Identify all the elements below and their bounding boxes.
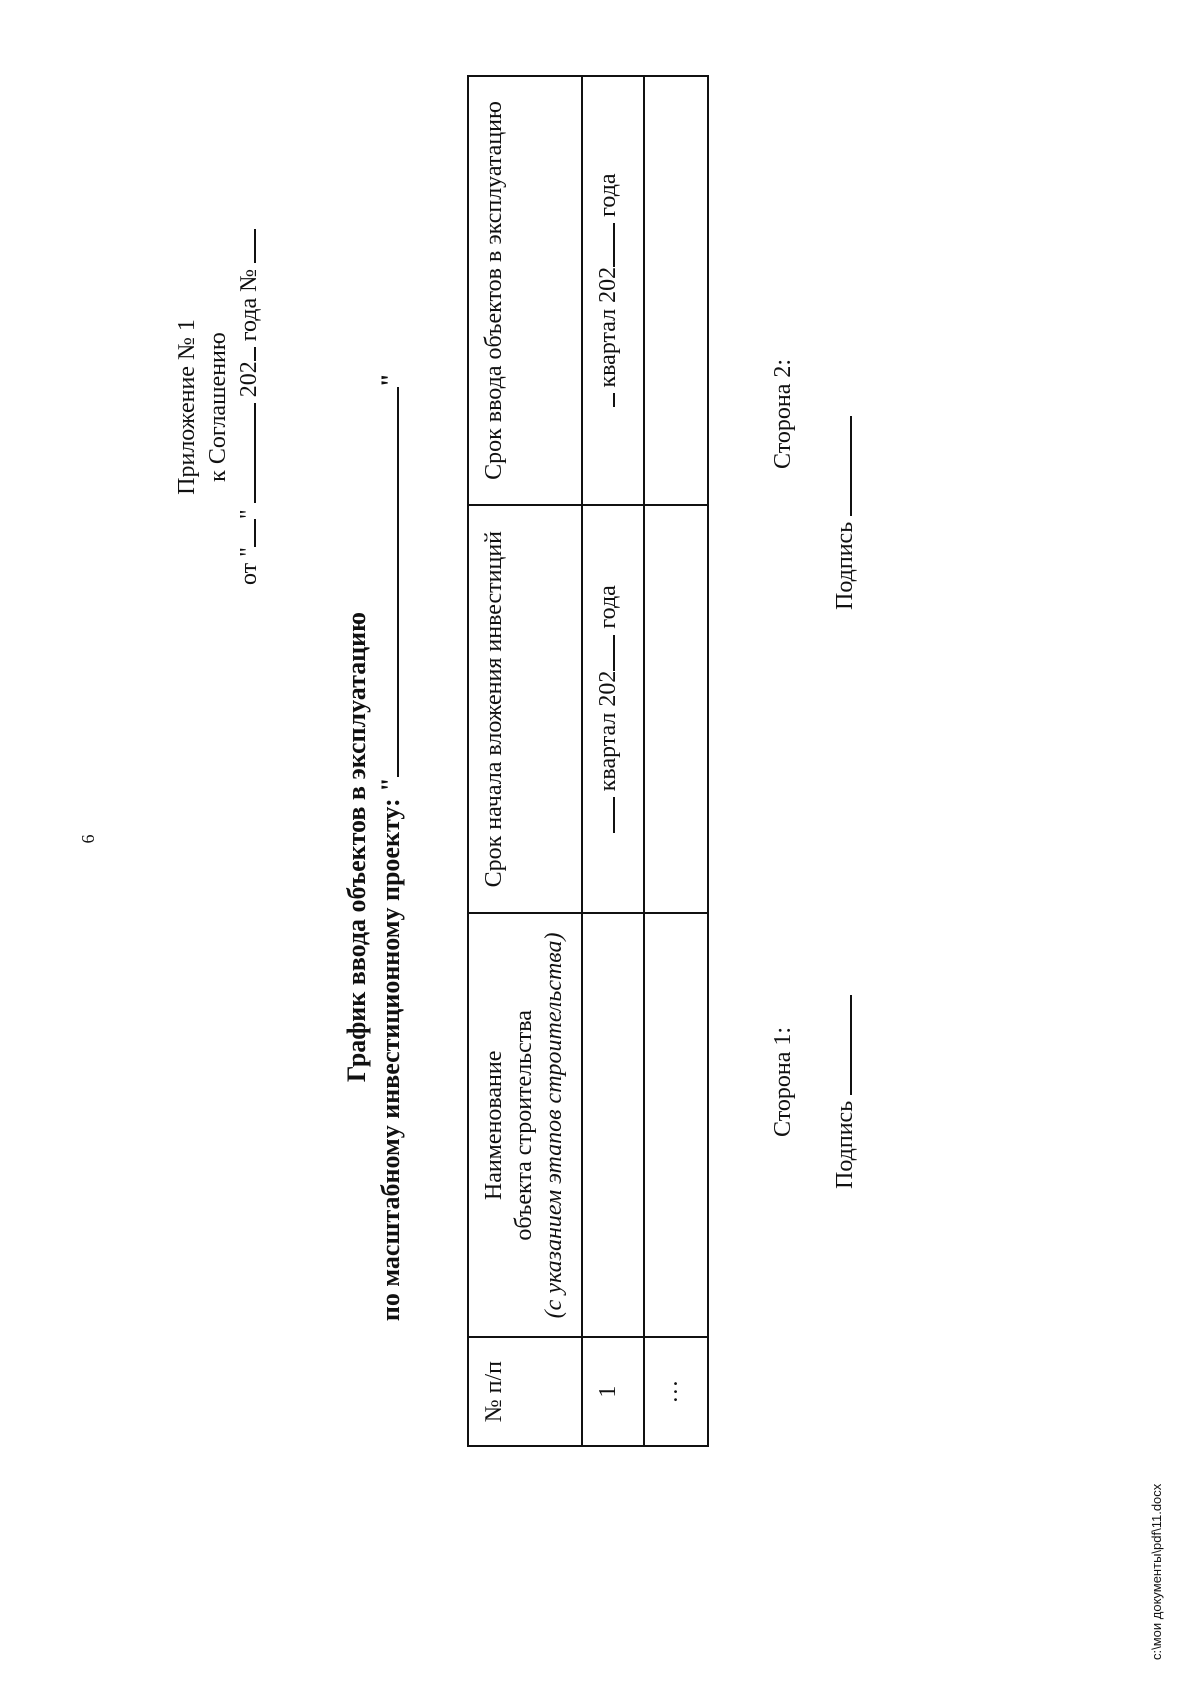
- end-quarter-blank: [593, 394, 615, 408]
- end-quarter-text: квартал 202: [595, 266, 621, 388]
- row-1-end: [582, 76, 644, 505]
- date-quote: ": [236, 509, 262, 520]
- header-num: № п/п: [468, 1337, 582, 1446]
- header-name: [468, 913, 582, 1337]
- end-year-blank: [593, 223, 615, 267]
- row-2-start: [644, 505, 708, 914]
- header-name-line-2: объекта строительства: [511, 1010, 537, 1241]
- table-row: [582, 76, 644, 1446]
- month-blank: [234, 403, 256, 503]
- party-1-signature-blank: [830, 995, 852, 1095]
- table-row: [644, 76, 708, 1446]
- header-name-line-1: Наименование: [481, 1050, 507, 1201]
- party-1-signature: [830, 995, 859, 1189]
- year-blank: [234, 347, 256, 361]
- row-1-start: [582, 505, 644, 914]
- page-number: 6: [78, 834, 98, 844]
- appendix-line-1: Приложение № 1: [174, 319, 200, 495]
- document-title: [340, 297, 408, 1397]
- date-prefix: от ": [236, 547, 262, 586]
- appendix-date-line: [234, 207, 265, 607]
- row-2-num: …: [644, 1337, 708, 1446]
- schedule-table: [467, 75, 709, 1447]
- end-year-text: года: [595, 173, 621, 217]
- start-year-blank: [593, 635, 615, 671]
- title-line-2-text: по масштабному инвестиционному проекту: ": [376, 777, 405, 1322]
- title-line-2: [374, 297, 408, 1397]
- project-name-blank: [377, 387, 399, 777]
- party-1-label: Сторона 1:: [770, 1026, 796, 1137]
- header-name-line-3: (с указанием этапов строительства): [541, 932, 567, 1319]
- appendix-header: [172, 207, 265, 607]
- day-blank: [234, 519, 256, 547]
- table-header-row: [468, 76, 582, 1446]
- title-line-1: График ввода объектов в эксплуатацию: [342, 611, 371, 1083]
- row-2-end: [644, 76, 708, 505]
- row-1-name: [582, 913, 644, 1337]
- appendix-line-2: к Соглашению: [205, 332, 231, 482]
- start-quarter-blank: [593, 797, 615, 833]
- footer-file-path: c:\мои документы\pdf\11.docx: [1149, 1483, 1164, 1660]
- row-1-num: 1: [582, 1337, 644, 1446]
- year-prefix: 202: [236, 361, 262, 398]
- party-2-signature-blank: [830, 416, 852, 516]
- party-2-label: Сторона 2:: [770, 358, 796, 469]
- start-quarter-text: квартал 202: [595, 670, 621, 792]
- header-start: Срок начала вложения инвестиций: [468, 505, 582, 914]
- start-year-text: года: [595, 585, 621, 629]
- party-2-signature-label: Подпись: [832, 521, 858, 610]
- party-2-signature: [830, 416, 859, 610]
- header-end: Срок ввода объектов в эксплуатацию: [468, 76, 582, 505]
- row-2-name: [644, 913, 708, 1337]
- year-suffix: года №: [236, 268, 262, 348]
- number-blank: [234, 229, 256, 263]
- title-line-2-end: ": [376, 372, 405, 388]
- party-1-signature-label: Подпись: [832, 1100, 858, 1189]
